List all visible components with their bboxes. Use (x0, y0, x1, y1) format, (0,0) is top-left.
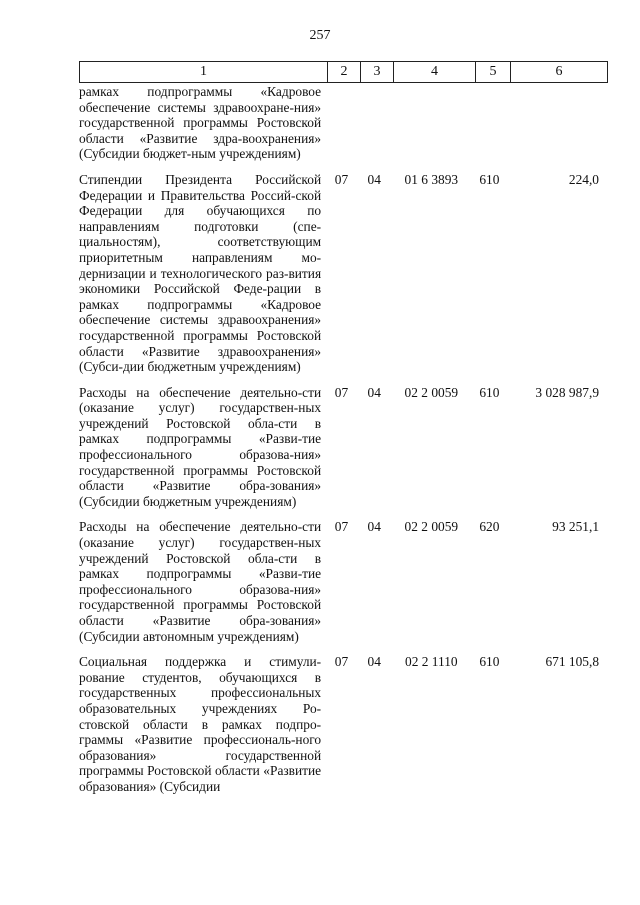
table-row (79, 385, 603, 510)
row-subsection: 04 (367, 171, 381, 187)
table-body (79, 84, 603, 805)
row-section: 07 (334, 654, 349, 670)
row-expense-type: 610 (479, 654, 500, 670)
row-expense-type: 620 (479, 519, 500, 535)
row-subsection: 04 (367, 654, 381, 670)
header-col-6: 6 (511, 62, 608, 83)
header-col-3: 3 (361, 62, 394, 83)
header-col-1: 1 (80, 62, 328, 83)
row-section: 07 (334, 519, 349, 535)
row-subsection: 04 (367, 519, 381, 535)
row-target-article: 02 2 1110 (405, 654, 458, 670)
row-expense-type: 610 (479, 384, 500, 400)
table-row (79, 172, 603, 375)
row-target-article: 01 6 3893 (404, 171, 459, 187)
row-amount: 93 251,1 (552, 519, 600, 535)
row-amount: 224,0 (568, 171, 600, 187)
row-description: Социальная поддержка и стимули-рование студентов, обучающихся в государственных профессиональных образовательных учреждениях Ро-стовской области в рамках подпро-граммы «Развитие профессиональ-ного образования» государственной программы Ростовской области «Развитие образования» (Субсидии (79, 654, 322, 794)
table-row (79, 519, 603, 644)
row-amount: 671 105,8 (545, 654, 600, 670)
row-section: 07 (334, 384, 349, 400)
header-col-2: 2 (328, 62, 361, 83)
row-description: Расходы на обеспечение деятельно-сти (оказание услуг) государствен-ных учреждений Ростовской обла-сти в рамках подпрограммы «Разви-тие профессионального образова-ния» государственной программы Ростовской области «Развитие обра-зования» (Субсидии бюджетным учреждениям) (79, 384, 322, 509)
header-col-5: 5 (476, 62, 511, 83)
row-amount: 3 028 987,9 (535, 384, 600, 400)
row-section: 07 (334, 171, 349, 187)
header-col-4: 4 (394, 62, 476, 83)
table-row (79, 654, 603, 794)
row-target-article: 02 2 0059 (404, 384, 459, 400)
table-header (79, 61, 608, 83)
row-description: Расходы на обеспечение деятельно-сти (оказание услуг) государствен-ных учреждений Ростовской обла-сти в рамках подпрограммы «Разви-тие профессионального образова-ния» государственной программы Ростовской области «Развитие обра-зования» (Субсидии автономным учреждениям) (79, 519, 322, 644)
row-description: рамках подпрограммы «Кадровое обеспечение системы здравоохране-ния» государственной программы Ростовской области «Развитие здра-воохранения» (Субсидии бюджет-ным учреждениям) (79, 84, 322, 162)
row-subsection: 04 (367, 384, 381, 400)
table-row (79, 84, 603, 162)
row-description: Стипендии Президента Российской Федерации и Правительства Россий-ской Федерации для обучающихся по направлениям подготовки (спе-циальностям), соответствующим приоритетным направлениям мо-дернизации и технологического раз-вития экономики Российской Феде-рации в рамках подпрограммы «Кадровое обеспечение системы здравоохранения» государственной программы Ростовской области «Развитие здравоохранения» (Субси-дии бюджетным учреждениям) (79, 171, 322, 375)
row-expense-type: 610 (479, 171, 500, 187)
row-target-article: 02 2 0059 (404, 519, 459, 535)
page-number: 257 (309, 28, 331, 43)
